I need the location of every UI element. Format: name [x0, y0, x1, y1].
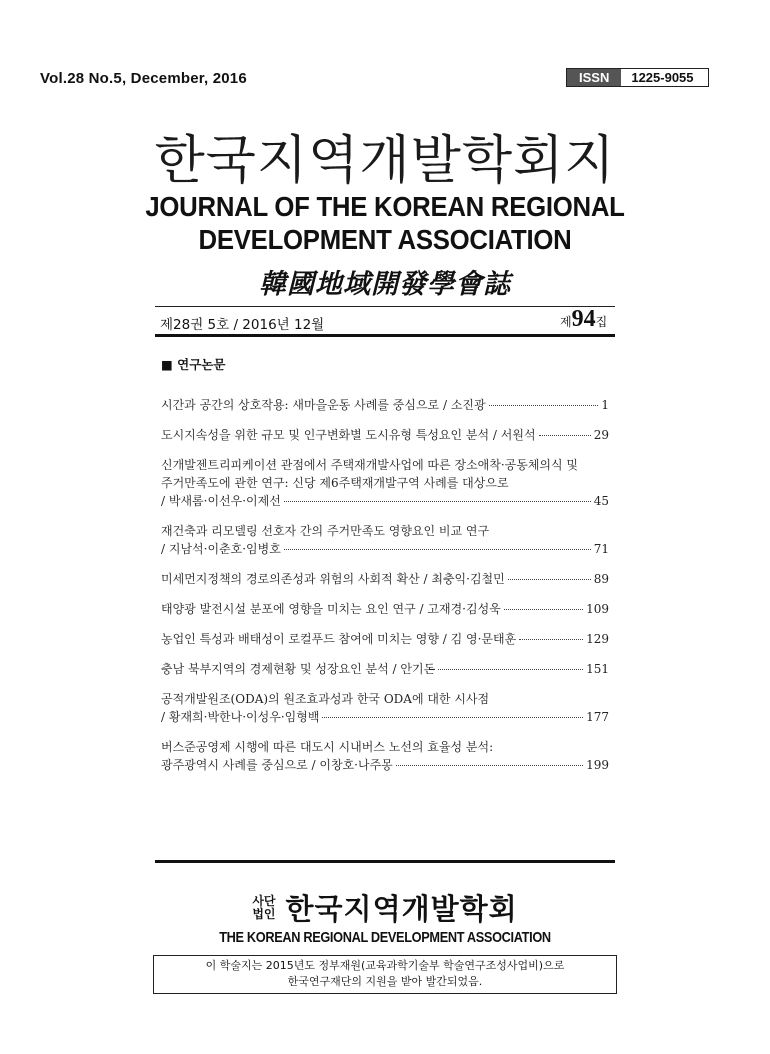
- toc-page-number: 129: [586, 632, 609, 646]
- issn-box: [566, 68, 709, 87]
- toc-entry-title-line: 재건축과 리모델링 선호자 간의 주거만족도 영향요인 비교 연구: [161, 524, 490, 538]
- toc-page-number: 199: [586, 758, 609, 772]
- issue-number-value: 94: [571, 306, 596, 332]
- journal-title-english-line2: DEVELOPMENT ASSOCIATION: [198, 224, 572, 255]
- toc-entry-title-line: 주거만족도에 관한 연구: 신당 제6주택재개발구역 사례를 대상으로: [161, 476, 509, 490]
- dot-leader: [504, 609, 583, 610]
- toc-entry-text: 광주광역시 사례를 중심으로 / 이창호·나주몽: [161, 758, 393, 772]
- toc-entry-row: [161, 492, 609, 510]
- toc-entry-row: [161, 396, 609, 414]
- toc-page-number: 45: [593, 494, 609, 508]
- toc-entry: [161, 738, 609, 774]
- section-title: ■ 연구논문: [161, 357, 226, 372]
- toc-entry: [161, 690, 609, 726]
- toc-page-number: 29: [593, 428, 609, 442]
- toc-entry-text: 농업인 특성과 배태성이 로컬푸드 참여에 미치는 영향 / 김 영·문태훈: [161, 632, 517, 646]
- publisher-name-korean: 한국지역개발학회: [285, 892, 518, 926]
- dot-leader: [284, 549, 591, 550]
- dot-leader: [284, 501, 591, 502]
- toc-entry: [161, 426, 609, 444]
- toc-entry: [161, 630, 609, 648]
- publisher-name-english: THE KOREAN REGIONAL DEVELOPMENT ASSOCIATION: [219, 929, 551, 946]
- publisher-tag-line2: 법인: [252, 906, 276, 921]
- issue-info: 제28권 5호 / 2016년 12월: [160, 317, 325, 333]
- dot-leader: [322, 717, 583, 718]
- dot-leader: [508, 579, 591, 580]
- toc-page-number: 109: [586, 602, 609, 616]
- toc-entry-row: [161, 756, 609, 774]
- dot-leader: [519, 639, 583, 640]
- toc-entry-row: [161, 540, 609, 558]
- toc-page-number: 71: [593, 542, 609, 556]
- toc-entry: [161, 660, 609, 678]
- toc-page-number: 1: [601, 398, 609, 412]
- issn-number: 1225-9055: [631, 70, 694, 85]
- toc-entry-text: 충남 북부지역의 경제현황 및 성장요인 분석 / 안기돈: [161, 662, 436, 676]
- toc-entry-title-line: 공적개발원조(ODA)의 원조효과성과 한국 ODA에 대한 시사점: [161, 692, 490, 706]
- toc-entry-text: 미세먼지정책의 경로의존성과 위험의 사회적 확산 / 최충익·김철민: [161, 572, 505, 586]
- journal-title-hanja: 韓國地域開發學會誌: [259, 269, 511, 300]
- issn-label: ISSN: [567, 69, 621, 86]
- publisher: [0, 887, 770, 928]
- toc-entry-title-line: 버스준공영제 시행에 따른 대도시 시내버스 노선의 효율성 분석:: [161, 740, 494, 754]
- toc-entry: [161, 396, 609, 414]
- funding-line1: 이 학술지는 2015년도 정부재원(교육과학기술부 학술연구조성사업비)으로: [205, 959, 565, 972]
- toc-entry: [161, 600, 609, 618]
- dot-leader: [438, 669, 583, 670]
- toc-entry-text: / 박새롬·이선우·이제선: [161, 494, 281, 508]
- toc-entry-text: / 황재희·박한나·이성우·임형백: [161, 710, 320, 724]
- toc-entry: [161, 570, 609, 588]
- dot-leader: [489, 405, 599, 406]
- toc-entry-row: [161, 630, 609, 648]
- top-divider: [155, 306, 615, 307]
- toc-entry-row: [161, 708, 609, 726]
- issue-number-prefix: 제: [560, 315, 572, 329]
- issue-number-suffix: 집: [595, 315, 608, 329]
- toc-entry-row: [161, 600, 609, 618]
- journal-title-korean: 한국지역개발학회지: [154, 131, 616, 191]
- toc-entry-text: / 지남석·이춘호·임병호: [161, 542, 281, 556]
- toc-entry-text: 시간과 공간의 상호작용: 새마을운동 사례를 중심으로 / 소진광: [161, 398, 486, 412]
- toc-entry-row: [161, 660, 609, 678]
- bottom-divider: [155, 860, 615, 863]
- dot-leader: [539, 435, 591, 436]
- publisher-tag-line1: 사단: [252, 893, 276, 908]
- thick-divider: [155, 334, 615, 337]
- toc-page-number: 89: [593, 572, 609, 586]
- journal-title-english-line1: JOURNAL OF THE KOREAN REGIONAL: [145, 191, 625, 222]
- toc-entry: [161, 456, 609, 510]
- toc-entry-title-line: 신개발젠트리피케이션 관점에서 주택재개발사업에 따른 장소애착·공동체의식 및: [161, 458, 579, 472]
- toc-entry-text: 도시지속성을 위한 규모 및 인구변화별 도시유형 특성요인 분석 / 서원석: [161, 428, 536, 442]
- toc-entry-row: [161, 570, 609, 588]
- volume-info: Vol.28 No.5, December, 2016: [40, 70, 247, 87]
- toc-page-number: 151: [586, 662, 609, 676]
- table-of-contents: [161, 396, 609, 786]
- funding-notice: [153, 955, 617, 994]
- publisher-tag: [252, 895, 275, 921]
- issue-number: [560, 306, 607, 333]
- funding-line2: 한국연구재단의 지원을 받아 발간되었음.: [287, 975, 483, 988]
- toc-page-number: 177: [586, 710, 609, 724]
- toc-entry-row: [161, 426, 609, 444]
- toc-entry: [161, 522, 609, 558]
- toc-entry-text: 태양광 발전시설 분포에 영향을 미치는 요인 연구 / 고재경·김성욱: [161, 602, 501, 616]
- dot-leader: [396, 765, 583, 766]
